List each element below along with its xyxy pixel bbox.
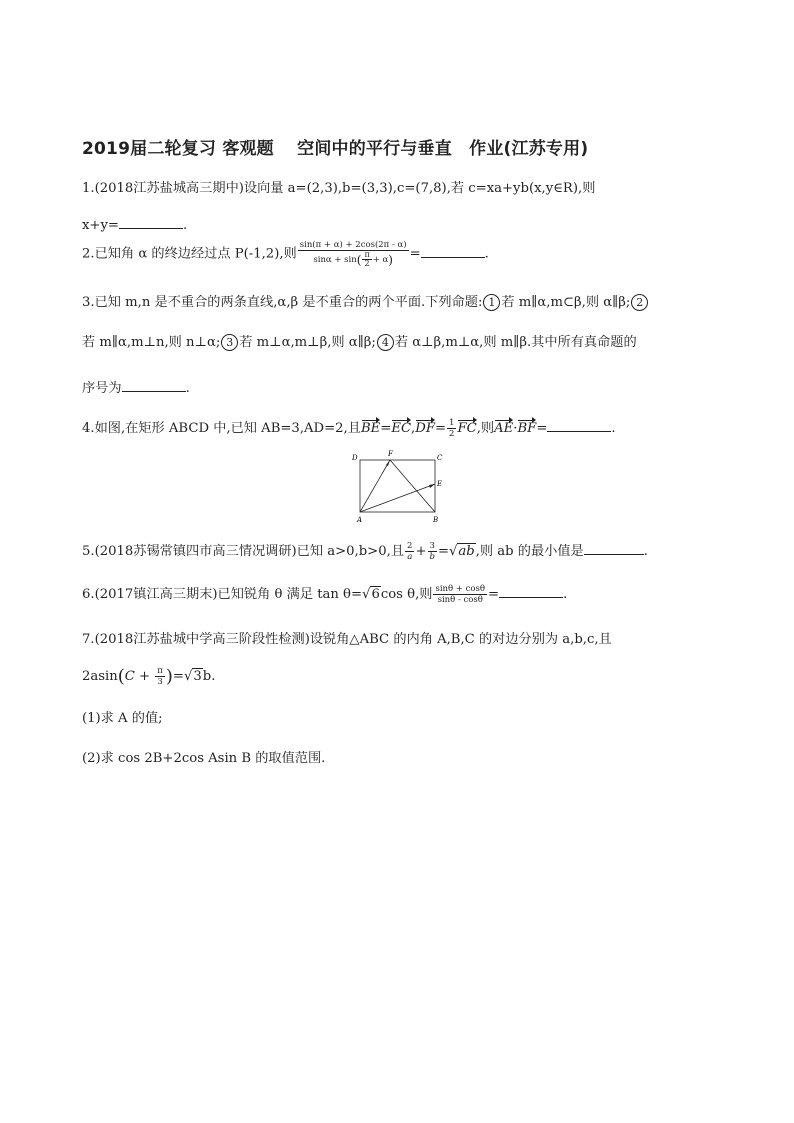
label-a: A bbox=[357, 516, 363, 524]
question-5-prefix: 5.(2018苏锡常镇四市高三情况调研)已知 a>0,b>0,且 bbox=[82, 544, 405, 559]
plus-sign: + bbox=[134, 669, 155, 684]
vector-df: DF bbox=[415, 421, 435, 436]
question-7-b: b. bbox=[202, 669, 216, 684]
dot-product-sign: · bbox=[513, 421, 518, 436]
circled-number-3: 3 bbox=[221, 334, 238, 351]
question-1-end: . bbox=[183, 218, 188, 233]
equals-sign: = bbox=[488, 587, 500, 602]
question-5-suffix: ,则 ab 的最小值是 bbox=[475, 544, 584, 559]
equals-sign: = bbox=[380, 421, 392, 436]
proposition-2: 若 m∥α,m⊥n,则 n⊥α; bbox=[82, 335, 221, 350]
plus-sign: + bbox=[415, 544, 427, 559]
fraction-numerator: 2 bbox=[407, 541, 413, 551]
left-paren: ( bbox=[117, 666, 125, 687]
vector-fc: FC bbox=[457, 421, 477, 436]
question-1-text: 1.(2018江苏盐城高三期中)设向量 a=(2,3),b=(3,3),c=(7,8),若 c=xa+yb(x,y∈R),则 bbox=[82, 181, 596, 196]
variable-c: C bbox=[124, 669, 135, 684]
question-7-text: 7.(2018江苏盐城中学高三阶段性检测)设锐角△ABC 的内角 A,B,C 的对边分别为 a,b,c,且 bbox=[82, 632, 612, 647]
label-c: C bbox=[437, 454, 443, 462]
vector-bf: BF bbox=[517, 421, 537, 436]
label-b: B bbox=[433, 516, 439, 524]
question-3-line-3 bbox=[82, 378, 190, 398]
segment-ae bbox=[360, 484, 435, 512]
right-paren: ) bbox=[165, 666, 173, 687]
question-3-prompt: 序号为 bbox=[82, 381, 122, 396]
question-6-numerator: sinθ + cosθ bbox=[435, 584, 486, 594]
arrowhead-f bbox=[386, 460, 390, 466]
half-numerator: 1 bbox=[449, 418, 455, 428]
question-3-line-1 bbox=[82, 294, 649, 312]
equals-sign: = bbox=[437, 544, 450, 559]
question-2-denominator: sinα + sin( $\frac{\pi}{2}$ + α) bbox=[313, 250, 393, 268]
answer-blank-1[interactable] bbox=[119, 215, 183, 229]
rectangle-abcd bbox=[360, 460, 435, 512]
proposition-4: 若 α⊥β,m⊥α,则 m∥β.其中所有真命题的 bbox=[394, 335, 637, 350]
answer-blank-3[interactable] bbox=[122, 378, 186, 392]
sqrt-6 bbox=[362, 586, 381, 604]
half-denominator: 2 bbox=[449, 429, 455, 439]
radicand: 3 bbox=[193, 669, 202, 684]
fraction-2-over-a bbox=[405, 541, 414, 562]
radicand: ab bbox=[458, 544, 475, 559]
answer-blank-2[interactable] bbox=[421, 244, 485, 258]
question-2-end: . bbox=[484, 246, 489, 262]
three-denominator: 3 bbox=[157, 677, 163, 687]
question-7-2asin: 2asin bbox=[82, 669, 118, 684]
question-1-line-1 bbox=[82, 180, 595, 198]
answer-blank-4[interactable] bbox=[547, 418, 611, 432]
question-3-end: . bbox=[185, 381, 190, 396]
half-fraction bbox=[447, 418, 456, 439]
pi-numerator: π bbox=[157, 666, 163, 676]
fraction-denominator: b bbox=[429, 552, 435, 562]
two-denominator: 2 bbox=[364, 259, 370, 268]
question-4-end: . bbox=[611, 421, 616, 436]
segment-af bbox=[360, 460, 390, 512]
question-6-end: . bbox=[563, 587, 568, 602]
question-3-line-2 bbox=[82, 334, 637, 352]
equals-sign: = bbox=[434, 421, 447, 436]
fraction-denominator: a bbox=[407, 552, 413, 562]
sqrt-sign: √ bbox=[449, 544, 458, 559]
question-5 bbox=[82, 541, 648, 562]
label-e: E bbox=[437, 480, 443, 488]
question-2 bbox=[82, 240, 489, 268]
question-4-then: ,则 bbox=[476, 421, 495, 436]
circled-number-1: 1 bbox=[483, 294, 500, 311]
question-4-prefix: 4.如图,在矩形 ABCD 中,已知 AB=3,AD=2,且 bbox=[82, 421, 361, 436]
radicand: 6 bbox=[371, 587, 380, 602]
vector-ec: EC bbox=[391, 421, 412, 436]
vector-ae: AE bbox=[494, 421, 514, 436]
question-6-prefix: 6.(2017镇江高三期末)已知锐角 θ 满足 tan θ= bbox=[82, 587, 363, 602]
proposition-1: 若 m∥α,m⊂β,则 α∥β; bbox=[501, 295, 631, 310]
question-2-prefix: 2.已知角 α 的终边经过点 P(-1,2),则 bbox=[82, 246, 297, 262]
question-2-den-a: sinα + sin bbox=[313, 255, 357, 265]
pi-numerator: π bbox=[364, 250, 370, 259]
arrowhead-e bbox=[429, 484, 435, 488]
question-7-part-2: (2)求 cos 2B+2cos Asin B 的取值范围. bbox=[82, 751, 326, 766]
question-2-den-b: + α bbox=[372, 255, 389, 265]
question-7-line-1 bbox=[82, 631, 612, 649]
label-f: F bbox=[388, 450, 393, 458]
question-2-eq: = bbox=[409, 246, 421, 262]
fraction-3-over-b bbox=[428, 541, 437, 562]
question-1-prefix: x+y= bbox=[82, 218, 119, 233]
question-5-end: . bbox=[643, 544, 648, 559]
question-2-numerator: sin(π + α) + 2cos(2π - α) bbox=[299, 240, 407, 250]
question-3-intro: 3.已知 m,n 是不重合的两条直线,α,β 是不重合的两个平面.下列命题: bbox=[82, 295, 483, 310]
answer-blank-6[interactable] bbox=[499, 584, 563, 598]
sqrt-ab bbox=[449, 543, 476, 561]
rectangle-figure bbox=[350, 450, 450, 530]
vector-be: BE bbox=[360, 421, 381, 436]
proposition-3: 若 m⊥α,m⊥β,则 α∥β; bbox=[239, 335, 376, 350]
sqrt-3 bbox=[184, 668, 203, 686]
question-1-line-2 bbox=[82, 215, 187, 235]
label-d: D bbox=[352, 454, 358, 462]
question-4 bbox=[82, 418, 616, 439]
sqrt-sign: √ bbox=[362, 587, 371, 602]
comma: , bbox=[411, 421, 416, 436]
answer-blank-5[interactable] bbox=[584, 541, 644, 555]
equals-sign: = bbox=[536, 421, 548, 436]
question-6 bbox=[82, 584, 567, 605]
question-6-fraction bbox=[433, 584, 487, 605]
fraction-numerator: 3 bbox=[429, 541, 435, 551]
page-title: 2019届二轮复习 客观题 空间中的平行与垂直 作业(江苏专用) bbox=[82, 139, 589, 159]
circled-number-4: 4 bbox=[377, 334, 394, 351]
question-7-line-2 bbox=[82, 666, 215, 687]
question-2-fraction bbox=[298, 240, 409, 268]
question-6-denominator: sinθ - cosθ bbox=[437, 595, 483, 605]
question-2-pi-half bbox=[362, 251, 371, 268]
equals-sign: = bbox=[172, 669, 184, 684]
question-6-mid: cos θ,则 bbox=[380, 587, 433, 602]
question-7-part-1: (1)求 A 的值; bbox=[82, 711, 163, 726]
pi-over-3 bbox=[155, 666, 165, 687]
circled-number-2: 2 bbox=[631, 294, 648, 311]
sqrt-sign: √ bbox=[183, 669, 193, 684]
segment-fb bbox=[390, 460, 435, 512]
